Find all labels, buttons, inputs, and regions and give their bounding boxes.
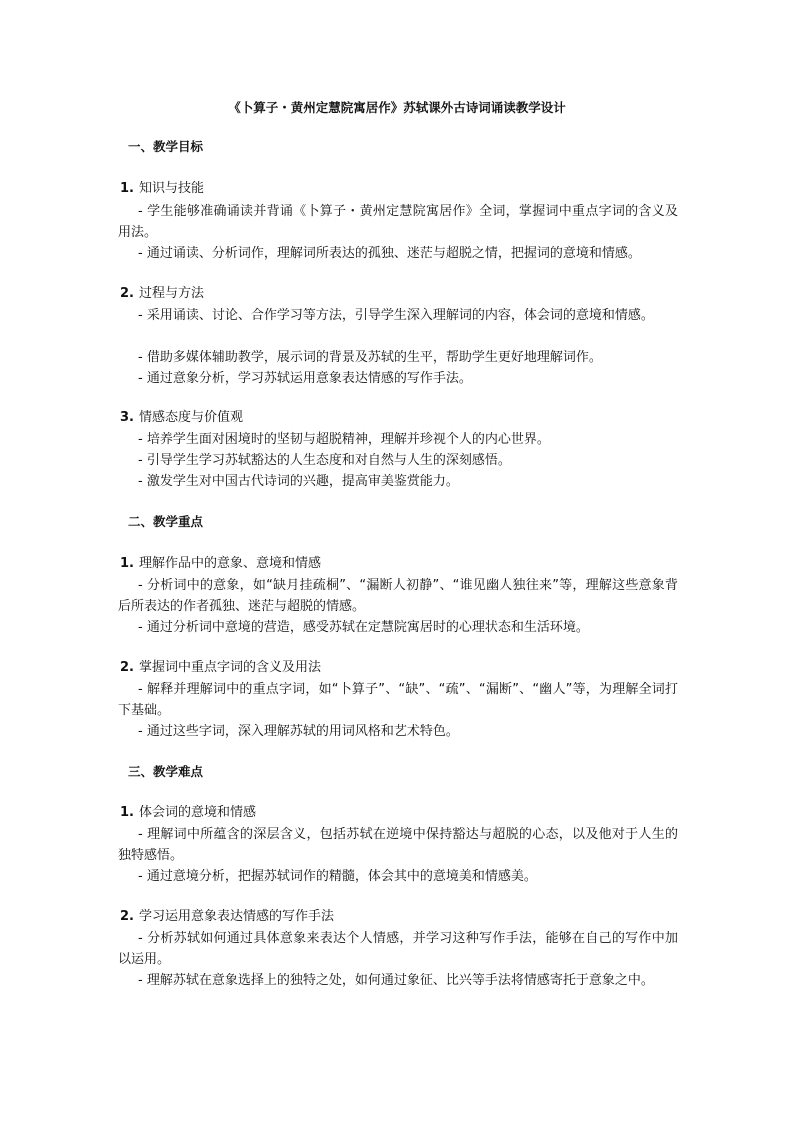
item-title: 体会词的意境和情感 (138, 805, 256, 820)
bullet-text: - 通过分析词中意境的营造，感受苏轼在定慧院寓居时的心理状态和生活环境。 (138, 620, 589, 635)
item-heading-key-words (120, 659, 321, 677)
bullet-text: - 分析苏轼如何通过具体意象来表达个人情感，并学习这种写作手法，能够在自己的写作中加以运用。 (118, 931, 678, 967)
bullet-text: - 理解苏轼在意象选择上的独特之处，如何通过象征、比兴等手法将情感寄托于意象之中。 (138, 973, 654, 988)
item-number: 2. (120, 660, 134, 675)
section-heading-objectives: 一、教学目标 (128, 139, 204, 154)
item-title: 掌握词中重点字词的含义及用法 (138, 660, 321, 675)
item-title: 学习运用意象表达情感的写作手法 (138, 909, 334, 924)
bullet-text: - 解释并理解词中的重点字词，如“卜算子”、“缺”、“疏”、“漏断”、“幽人”等，为理解全词打下基础。 (118, 682, 678, 718)
item-heading-attitude-values (120, 409, 243, 427)
item-title: 情感态度与价值观 (138, 410, 243, 425)
item-number: 1. (120, 556, 134, 571)
bullet-text: - 采用诵读、讨论、合作学习等方法，引导学生深入理解词的内容，体会词的意境和情感。 (138, 308, 654, 323)
bullet-text: - 学生能够准确诵读并背诵《卜算子・黄州定慧院寓居作》全词，掌握词中重点字词的含义及用法。 (118, 204, 678, 240)
item-number: 2. (120, 286, 134, 301)
bullet-text: - 通过意象分析，学习苏轼运用意象表达情感的写作手法。 (138, 371, 472, 386)
item-title: 过程与方法 (138, 286, 204, 301)
item-number: 3. (120, 410, 134, 425)
item-number: 2. (120, 909, 134, 924)
section-heading-key-points: 二、教学重点 (128, 514, 204, 529)
bullet-text: - 借助多媒体辅助教学，展示词的背景及苏轼的生平，帮助学生更好地理解词作。 (138, 350, 602, 365)
item-heading-knowledge-skills (120, 180, 204, 198)
bullet-text: - 通过这些字词，深入理解苏轼的用词风格和艺术特色。 (138, 724, 459, 739)
section-heading-difficulties: 三、教学难点 (128, 764, 204, 779)
document-title: 《卜算子・黄州定慧院寓居作》苏轼课外古诗词诵读教学设计 (228, 100, 566, 115)
item-heading-imagery (120, 555, 321, 573)
bullet-text: - 通过意境分析，把握苏轼词作的精髓，体会其中的意境美和情感美。 (138, 869, 537, 884)
item-heading-process-methods (120, 285, 204, 303)
bullet-text: - 通过诵读、分析词作，理解词所表达的孤独、迷茫与超脱之情，把握词的意境和情感。 (138, 246, 641, 261)
bullet-text: - 激发学生对中国古代诗词的兴趣，提高审美鉴赏能力。 (138, 474, 459, 489)
bullet-text: - 培养学生面对困境时的坚韧与超脱精神，理解并珍视个人的内心世界。 (138, 432, 550, 447)
bullet-text: - 分析词中的意象，如“缺月挂疏桐”、“漏断人初静”、“谁见幽人独往来”等，理解这些意象背后所表达的作者孤独、迷茫与超脱的情感。 (118, 578, 678, 614)
item-number: 1. (120, 181, 134, 196)
item-title: 理解作品中的意象、意境和情感 (138, 556, 321, 571)
item-number: 1. (120, 805, 134, 820)
item-heading-mood-emotion (120, 804, 256, 822)
item-title: 知识与技能 (138, 181, 204, 196)
item-heading-writing-technique (120, 908, 334, 926)
bullet-text: - 引导学生学习苏轼豁达的人生态度和对自然与人生的深刻感悟。 (138, 453, 511, 468)
bullet-text: - 理解词中所蕴含的深层含义，包括苏轼在逆境中保持豁达与超脱的心态，以及他对于人生的独特感悟。 (118, 827, 678, 863)
